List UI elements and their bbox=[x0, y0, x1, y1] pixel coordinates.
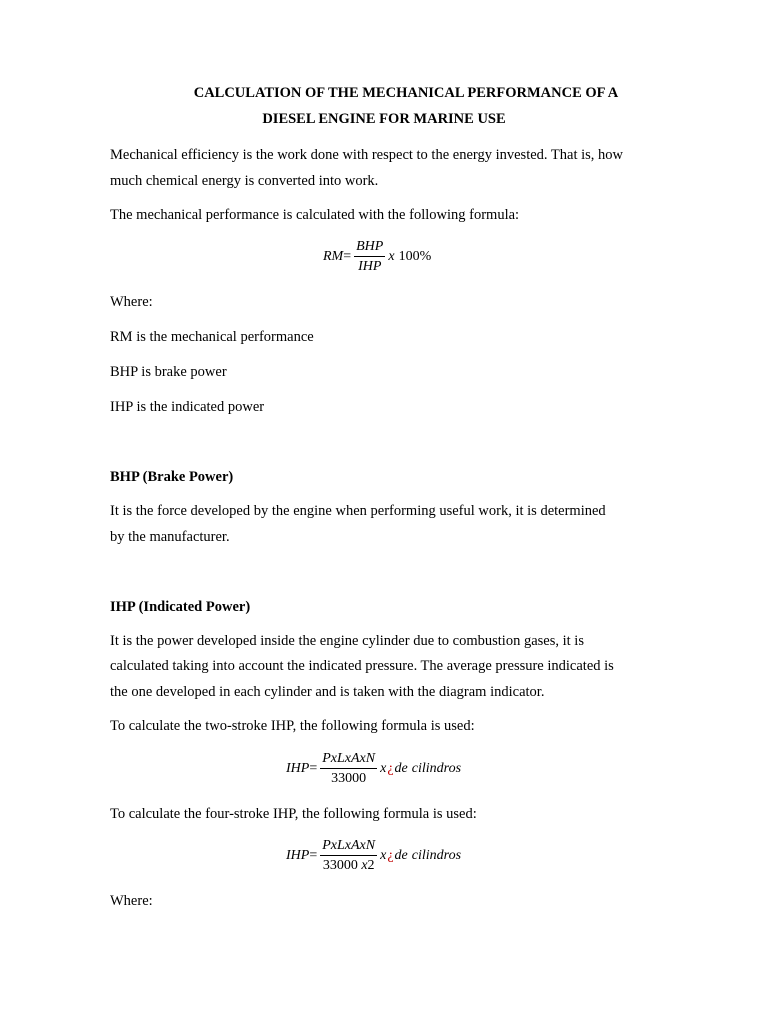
two-stroke-intro: To calculate the two-stroke IHP, the following formula is used: bbox=[110, 718, 475, 734]
formula2-equals: = bbox=[309, 760, 318, 776]
document-title-line-2: DIESEL ENGINE FOR MARINE USE bbox=[262, 111, 506, 127]
formula1-denominator: IHP bbox=[358, 259, 382, 274]
formula1-fraction bbox=[354, 238, 385, 275]
formula3-word-de: de bbox=[394, 847, 408, 863]
formula3-lhs: IHP bbox=[286, 847, 310, 863]
formula2-word-cilindros: cilindros bbox=[411, 760, 462, 776]
formula2-numerator: PxLxAxN bbox=[320, 750, 377, 769]
formula1-lhs: RM bbox=[323, 248, 344, 264]
definition-rm: RM is the mechanical performance bbox=[110, 329, 314, 345]
section-heading-ihp: IHP (Indicated Power) bbox=[110, 599, 251, 615]
formula3-word-cilindros: cilindros bbox=[411, 847, 462, 863]
intro-paragraph-line-2: much chemical energy is converted into work. bbox=[110, 173, 379, 189]
formula1-numerator: BHP bbox=[354, 238, 385, 257]
formula2-times: x bbox=[380, 760, 387, 776]
formula3-fraction bbox=[320, 837, 377, 874]
where-label: Where: bbox=[110, 294, 153, 310]
formula3-times: x bbox=[380, 847, 387, 863]
formula2-fraction bbox=[320, 750, 377, 787]
four-stroke-ihp-formula bbox=[286, 837, 461, 874]
formula2-inverted-question-mark: ¿ bbox=[387, 760, 394, 776]
formula2-word-de: de bbox=[394, 760, 408, 776]
formula1-times: x bbox=[388, 248, 395, 264]
ihp-paragraph-line-1: It is the power developed inside the engine cylinder due to combustion gases, it is bbox=[110, 633, 584, 649]
formula3-denominator-times: x bbox=[361, 858, 368, 873]
formula1-equals: = bbox=[343, 248, 352, 264]
section-heading-bhp: BHP (Brake Power) bbox=[110, 469, 234, 485]
ihp-paragraph-line-2: calculated taking into account the indicated pressure. The average pressure indicated is bbox=[110, 658, 614, 674]
mechanical-performance-formula bbox=[323, 238, 431, 275]
definition-ihp: IHP is the indicated power bbox=[110, 399, 265, 415]
formula3-denominator bbox=[321, 856, 377, 874]
formula-intro-text: The mechanical performance is calculated with the following formula: bbox=[110, 207, 520, 223]
four-stroke-intro: To calculate the four-stroke IHP, the following formula is used: bbox=[110, 806, 477, 822]
two-stroke-ihp-formula bbox=[286, 750, 461, 787]
formula1-percent: % bbox=[419, 248, 432, 264]
definition-bhp: BHP is brake power bbox=[110, 364, 227, 380]
bhp-paragraph-line-2: by the manufacturer. bbox=[110, 529, 230, 545]
formula2-denominator: 33000 bbox=[331, 771, 367, 786]
formula3-inverted-question-mark: ¿ bbox=[387, 847, 394, 863]
formula1-value: 100 bbox=[398, 248, 420, 264]
where-label-2: Where: bbox=[110, 893, 153, 909]
formula3-equals: = bbox=[309, 847, 318, 863]
bhp-paragraph-line-1: It is the force developed by the engine when performing useful work, it is determined bbox=[110, 503, 606, 519]
document-title-line-1: CALCULATION OF THE MECHANICAL PERFORMANCE OF A bbox=[193, 85, 619, 101]
formula3-numerator: PxLxAxN bbox=[320, 837, 377, 856]
formula2-lhs: IHP bbox=[286, 760, 310, 776]
formula3-denominator-factor: 2 bbox=[367, 858, 375, 873]
intro-paragraph-line-1: Mechanical efficiency is the work done with respect to the energy invested. That is, how bbox=[110, 147, 623, 163]
formula3-denominator-value: 33000 bbox=[322, 858, 358, 873]
ihp-paragraph-line-3: the one developed in each cylinder and is taken with the diagram indicator. bbox=[110, 684, 545, 700]
